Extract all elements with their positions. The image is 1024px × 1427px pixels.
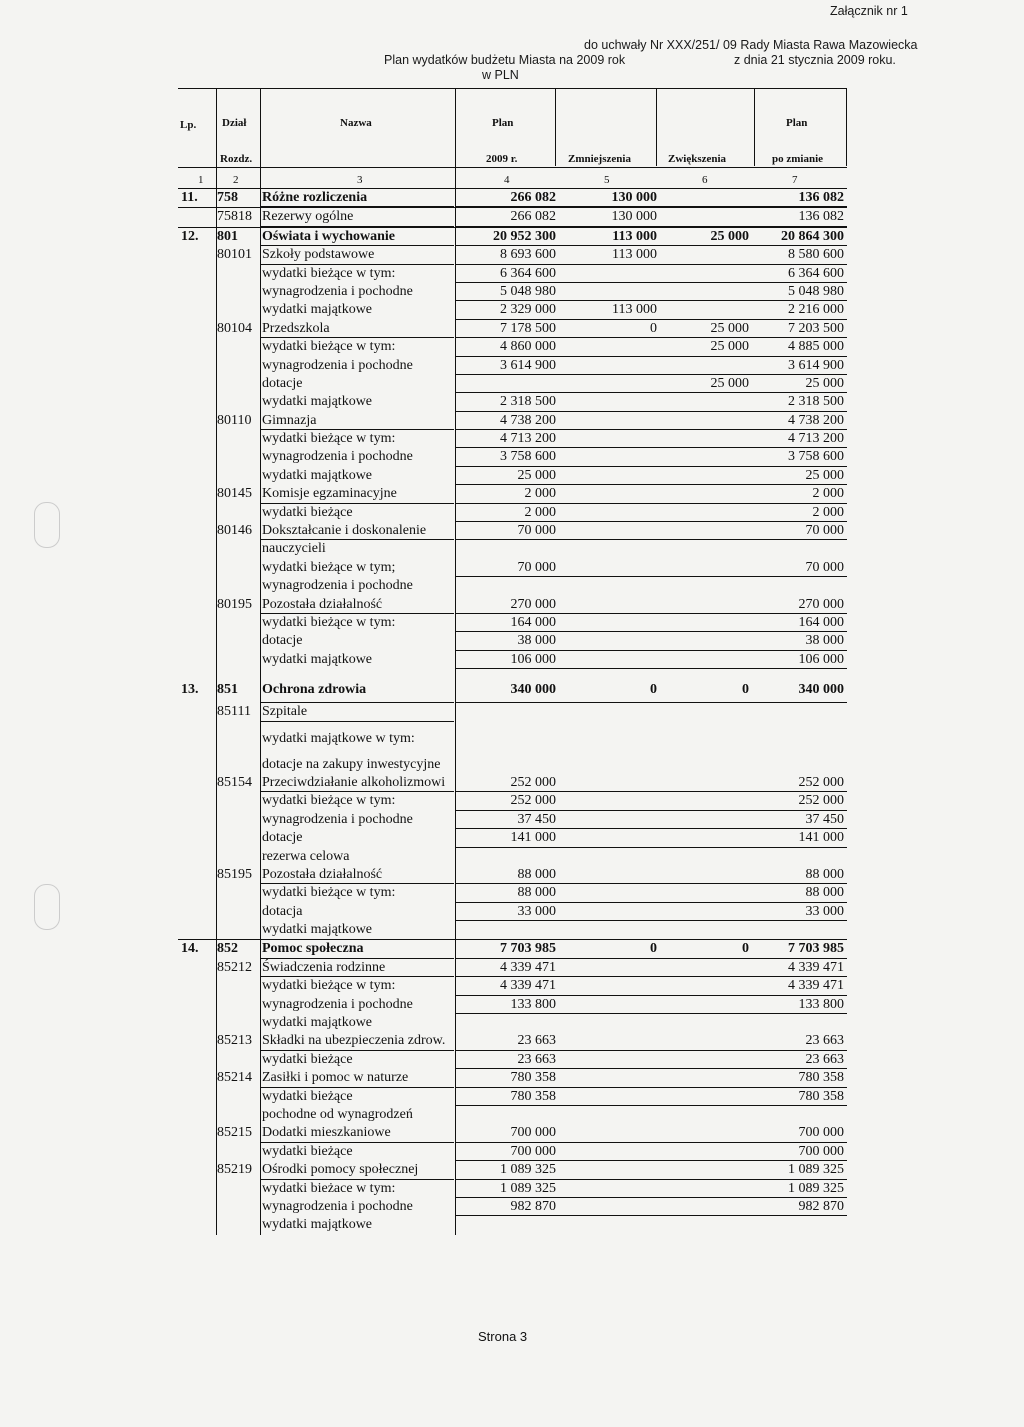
row-name: Dokształcanie i doskonalenie: [262, 523, 427, 539]
row-code: 80110: [217, 412, 252, 428]
table-row: [178, 540, 847, 558]
row-name: Ochrona zdrowia: [262, 682, 367, 698]
row-plan: 780 358: [510, 1070, 556, 1086]
table-row: [178, 1198, 847, 1216]
col-num: 2: [233, 174, 239, 186]
table-row: [178, 614, 847, 632]
row-name: wydatki bieżące w tym:: [262, 431, 396, 447]
row-code: 75818: [217, 209, 252, 225]
table-row: [178, 467, 847, 485]
row-name: Pomoc społeczna: [262, 941, 364, 957]
row-plan: 164 000: [510, 614, 556, 630]
row-name: Różne rozliczenia: [262, 190, 368, 205]
row-code: 80104: [217, 320, 252, 336]
table-row: [178, 504, 847, 522]
row-name: wydatki bieżące: [262, 1088, 353, 1104]
row-name: wydatki majątkowe: [262, 302, 373, 318]
table-row: [178, 357, 847, 375]
table-row: [178, 448, 847, 466]
table-row: [178, 577, 847, 595]
row-plan: 23 663: [517, 1033, 556, 1049]
row-name: wydatki bieżące: [262, 504, 353, 520]
row-plan-after: 7 203 500: [788, 320, 844, 336]
row-plan: 5 048 980: [500, 283, 556, 299]
row-name: wydatki majątkowe w tym:: [262, 730, 415, 746]
row-decrease: 113 000: [612, 302, 657, 318]
row-plan-after: 4 713 200: [788, 431, 844, 447]
table-row: [178, 1180, 847, 1198]
row-plan-after: 20 864 300: [781, 228, 844, 244]
table-row: [178, 1069, 847, 1087]
row-name: wynagrodzenia i pochodne: [262, 578, 413, 594]
row-name: Przedszkola: [262, 320, 330, 336]
row-code: 85154: [217, 774, 252, 790]
row-decrease: 0: [650, 941, 657, 957]
col-num: 4: [504, 174, 510, 186]
table-row: [178, 811, 847, 829]
row-plan: 266 082: [510, 209, 556, 225]
row-name: Oświata i wychowanie: [262, 228, 395, 244]
row-decrease: 0: [650, 682, 657, 698]
row-plan-after: 780 358: [798, 1070, 844, 1086]
row-plan: 133 800: [510, 996, 556, 1012]
row-lp: 13.: [181, 682, 199, 698]
row-plan: 37 450: [517, 811, 556, 827]
row-plan-after: 2 000: [812, 504, 844, 520]
row-plan: 141 000: [510, 830, 556, 846]
row-plan-after: 3 614 900: [788, 357, 844, 373]
table-row: [178, 265, 847, 283]
table-row: [178, 207, 847, 226]
row-name: wydatki bieżace w tym:: [262, 1180, 396, 1196]
row-plan-after: 1 089 325: [788, 1162, 844, 1178]
table-row: [178, 921, 847, 939]
table-row: [178, 1161, 847, 1179]
row-plan-after: 700 000: [798, 1125, 844, 1141]
table-row: [178, 393, 847, 411]
row-plan-after: 340 000: [798, 682, 844, 698]
row-plan-after: 70 000: [805, 559, 844, 575]
header-nazwa: Nazwa: [340, 117, 372, 129]
row-increase: 25 000: [710, 228, 749, 244]
table-row: [178, 996, 847, 1014]
row-plan: 4 738 200: [500, 412, 556, 428]
table-row: [178, 829, 847, 847]
table-row: [178, 596, 847, 614]
table-row: [178, 375, 847, 393]
table-row: [178, 756, 847, 774]
row-name: Dodatki mieszkaniowe: [262, 1125, 391, 1141]
table-row: [178, 1106, 847, 1124]
row-name: wydatki majątkowe: [262, 922, 373, 938]
row-code: 851: [217, 682, 238, 698]
table-row: [178, 1032, 847, 1050]
row-name: wydatki majątkowe: [262, 1217, 373, 1233]
row-plan: 780 358: [510, 1088, 556, 1104]
annex-label: Załącznik nr 1: [830, 4, 908, 18]
table-row: [178, 632, 847, 650]
row-plan: 8 693 600: [500, 247, 556, 263]
table-row: [178, 522, 847, 540]
table-row: [178, 246, 847, 264]
row-code: 80145: [217, 486, 252, 502]
row-plan-after: 4 339 471: [788, 978, 844, 994]
row-lp: 12.: [181, 228, 199, 244]
row-name: dotacje: [262, 633, 303, 649]
row-plan-after: 3 758 600: [788, 449, 844, 465]
row-name: Przeciwdziałanie alkoholizmowi: [262, 774, 446, 790]
row-name: wydatki majątkowe: [262, 467, 373, 483]
row-plan: 252 000: [510, 793, 556, 809]
row-name: wydatki bieżące w tym:: [262, 265, 396, 281]
col-num: 5: [604, 174, 610, 186]
row-name: Pozostała działalność: [262, 596, 383, 612]
row-plan-after: 23 663: [805, 1051, 844, 1067]
row-code: 758: [217, 190, 238, 205]
row-name: Komisje egzaminacyjne: [262, 486, 397, 502]
row-plan-after: 38 000: [805, 633, 844, 649]
row-name: wydatki bieżące w tym:: [262, 978, 396, 994]
row-decrease: 130 000: [611, 209, 657, 225]
row-decrease: 0: [650, 320, 657, 336]
row-plan: 340 000: [510, 682, 556, 698]
row-name: wynagrodzenia i pochodne: [262, 283, 413, 299]
row-plan-after: 6 364 600: [788, 265, 844, 281]
table-row: [178, 651, 847, 669]
row-code: 80101: [217, 247, 252, 263]
row-name: rezerwa celowa: [262, 848, 350, 864]
row-code: 80195: [217, 596, 252, 612]
row-plan: 982 870: [510, 1198, 556, 1214]
col-num: 1: [198, 174, 204, 186]
row-plan: 70 000: [517, 559, 556, 575]
header-plan-year: 2009 r.: [486, 153, 518, 165]
header-zwiekszenia: Zwiększenia: [668, 153, 727, 165]
row-plan: 3 614 900: [500, 357, 556, 373]
row-decrease: 113 000: [612, 228, 657, 244]
row-plan-after: 133 800: [798, 996, 844, 1012]
table-row: [178, 485, 847, 503]
row-plan: 266 082: [510, 190, 556, 205]
amount-rule: [455, 668, 847, 669]
header-plan-po: Plan: [786, 117, 808, 129]
row-name: pochodne od wynagrodzeń: [262, 1106, 413, 1122]
row-increase: 25 000: [710, 320, 749, 336]
row-name: wydatki bieżące: [262, 1143, 353, 1159]
table-row: [178, 1216, 847, 1234]
row-code: 85219: [217, 1162, 252, 1178]
header-po-zmianie: po zmianie: [772, 153, 824, 165]
row-plan-after: 33 000: [805, 903, 844, 919]
row-plan: 70 000: [517, 523, 556, 539]
row-plan: 20 952 300: [493, 228, 556, 244]
table-row: [178, 848, 847, 866]
row-plan: 2 318 500: [500, 394, 556, 410]
row-plan-after: 2 318 500: [788, 394, 844, 410]
row-plan-after: 270 000: [798, 596, 844, 612]
table-row: [178, 792, 847, 810]
row-plan: 700 000: [510, 1125, 556, 1141]
table-row: [178, 1143, 847, 1161]
row-name: dotacje na zakupy inwestycyjne: [262, 756, 441, 772]
row-plan-after: 2 216 000: [788, 302, 844, 318]
col-num: 3: [357, 174, 363, 186]
table-row: [178, 1088, 847, 1106]
row-plan-after: 252 000: [798, 774, 844, 790]
row-plan-after: 37 450: [805, 811, 844, 827]
row-name: wydatki bieżące: [262, 1051, 353, 1067]
row-name: dotacje: [262, 375, 303, 391]
row-name: wydatki majątkowe: [262, 651, 373, 667]
row-plan: 2 000: [524, 486, 556, 502]
row-plan-after: 4 738 200: [788, 412, 844, 428]
row-name: wydatki bieżące w tym:: [262, 885, 396, 901]
row-plan-after: 106 000: [798, 651, 844, 667]
row-code: 85111: [217, 704, 251, 720]
row-plan-after: 4 885 000: [788, 339, 844, 355]
row-name: Ośrodki pomocy społecznej: [262, 1162, 419, 1178]
row-name: wynagrodzenia i pochodne: [262, 1198, 413, 1214]
row-plan-after: 88 000: [805, 885, 844, 901]
table-row: [178, 301, 847, 319]
row-name: wydatki bieżące w tym:: [262, 614, 396, 630]
row-code: 85213: [217, 1033, 252, 1049]
row-name: Pozostała działalność: [262, 866, 383, 882]
table-row: [178, 939, 847, 958]
row-plan: 4 339 471: [500, 959, 556, 975]
page-number: Strona 3: [478, 1329, 528, 1344]
row-plan: 88 000: [517, 866, 556, 882]
table-row: [178, 977, 847, 995]
row-plan-after: 136 082: [798, 209, 844, 225]
table-row: [178, 188, 847, 207]
row-code: 85212: [217, 959, 252, 975]
row-plan-after: 982 870: [798, 1198, 844, 1214]
header-zmniejszenia: Zmniejszenia: [568, 153, 631, 165]
row-plan-after: 7 703 985: [788, 941, 844, 957]
row-name: Szkoły podstawowe: [262, 247, 375, 263]
table-row: [178, 283, 847, 301]
row-plan: 106 000: [510, 651, 556, 667]
row-plan-after: 25 000: [805, 375, 844, 391]
table-row: [178, 320, 847, 338]
row-plan: 1 089 325: [500, 1162, 556, 1178]
table-row: [178, 1124, 847, 1142]
row-plan-after: 700 000: [798, 1143, 844, 1159]
row-plan-after: 141 000: [798, 830, 844, 846]
row-plan: 7 703 985: [500, 941, 556, 957]
row-plan-after: 136 082: [798, 190, 844, 205]
table-row: [178, 677, 847, 703]
punch-hole: [34, 884, 60, 930]
row-increase: 0: [742, 941, 749, 957]
punch-hole: [34, 502, 60, 548]
row-plan: 270 000: [510, 596, 556, 612]
row-plan-after: 88 000: [805, 866, 844, 882]
row-plan: 23 663: [517, 1051, 556, 1067]
row-plan-after: 252 000: [798, 793, 844, 809]
table-body: [178, 188, 847, 1235]
row-code: 85215: [217, 1125, 252, 1141]
table-row: [178, 722, 847, 756]
table-row: [178, 412, 847, 430]
row-code: 85195: [217, 866, 252, 882]
row-lp: 14.: [181, 941, 199, 957]
budget-table: [178, 88, 847, 1235]
table-row: [178, 903, 847, 921]
row-plan: 2 000: [524, 504, 556, 520]
table-row: [178, 959, 847, 977]
col-num: 6: [702, 174, 708, 186]
row-name: wynagrodzenia i pochodne: [262, 996, 413, 1012]
row-name: wynagrodzenia i pochodne: [262, 357, 413, 373]
table-row: [178, 1014, 847, 1032]
row-name: nauczycieli: [262, 541, 326, 557]
row-plan: 3 758 600: [500, 449, 556, 465]
table-row: [178, 866, 847, 884]
row-decrease: 113 000: [612, 247, 657, 263]
row-name: Gimnazja: [262, 412, 317, 428]
currency-label: w PLN: [482, 68, 519, 82]
row-plan: 2 329 000: [500, 302, 556, 318]
row-name: Szpitale: [262, 704, 308, 720]
header-plan: Plan: [492, 117, 514, 129]
row-code: 80146: [217, 523, 252, 539]
row-name: wydatki bieżące w tym:: [262, 339, 396, 355]
row-code: 801: [217, 228, 238, 244]
col-num: 7: [792, 174, 798, 186]
row-plan: 4 339 471: [500, 978, 556, 994]
row-decrease: 130 000: [611, 190, 657, 205]
row-plan-after: 25 000: [805, 467, 844, 483]
row-name: Świadczenia rodzinne: [262, 959, 386, 975]
row-name: Składki na ubezpieczenia zdrow.: [262, 1033, 446, 1049]
row-increase: 25 000: [710, 339, 749, 355]
row-code: 852: [217, 941, 238, 957]
table-row: [178, 884, 847, 902]
row-name: wydatki majątkowe: [262, 1015, 373, 1031]
row-plan-after: 1 089 325: [788, 1180, 844, 1196]
table-header: [178, 88, 847, 168]
row-plan: 1 089 325: [500, 1180, 556, 1196]
row-name: wydatki bieżące w tym:: [262, 793, 396, 809]
row-name: wydatki bieżące w tym;: [262, 559, 396, 575]
header-lp: Lp.: [180, 119, 197, 131]
table-row: [178, 559, 847, 577]
column-number-row: [178, 168, 847, 188]
table-row: [178, 227, 847, 246]
row-lp: 11.: [181, 190, 198, 205]
row-name: dotacje: [262, 830, 303, 846]
table-row: [178, 1051, 847, 1069]
row-plan: 4 860 000: [500, 339, 556, 355]
row-plan: 4 713 200: [500, 431, 556, 447]
resolution-date: z dnia 21 stycznia 2009 roku.: [734, 53, 896, 67]
row-plan: 7 178 500: [500, 320, 556, 336]
row-name: Zasiłki i pomoc w naturze: [262, 1070, 409, 1086]
row-plan-after: 4 339 471: [788, 959, 844, 975]
row-plan: 700 000: [510, 1143, 556, 1159]
row-plan-after: 70 000: [805, 523, 844, 539]
resolution-label: do uchwały Nr XXX/251/ 09 Rady Miasta Rawa Mazowiecka: [584, 38, 918, 52]
row-plan: 38 000: [517, 633, 556, 649]
document-title: Plan wydatków budżetu Miasta na 2009 rok: [384, 53, 626, 67]
row-plan-after: 164 000: [798, 614, 844, 630]
row-code: 85214: [217, 1070, 252, 1086]
row-plan: 252 000: [510, 774, 556, 790]
row-name: wynagrodzenia i pochodne: [262, 449, 413, 465]
row-plan-after: 2 000: [812, 486, 844, 502]
table-row: [178, 774, 847, 792]
table-row: [178, 338, 847, 356]
row-increase: 0: [742, 682, 749, 698]
table-row: [178, 703, 847, 721]
row-name: dotacja: [262, 903, 303, 919]
row-name: wydatki majątkowe: [262, 394, 373, 410]
row-name: Rezerwy ogólne: [262, 209, 354, 225]
row-plan-after: 23 663: [805, 1033, 844, 1049]
row-increase: 25 000: [710, 375, 749, 391]
row-name: wynagrodzenia i pochodne: [262, 811, 413, 827]
row-plan: 33 000: [517, 903, 556, 919]
row-plan-after: 5 048 980: [788, 283, 844, 299]
row-plan-after: 8 580 600: [788, 247, 844, 263]
row-plan: 6 364 600: [500, 265, 556, 281]
header-dzial: Dział: [222, 117, 247, 129]
header-rozdz: Rozdz.: [220, 153, 253, 165]
row-plan: 25 000: [517, 467, 556, 483]
row-plan-after: 780 358: [798, 1088, 844, 1104]
row-plan: 88 000: [517, 885, 556, 901]
table-row: [178, 430, 847, 448]
